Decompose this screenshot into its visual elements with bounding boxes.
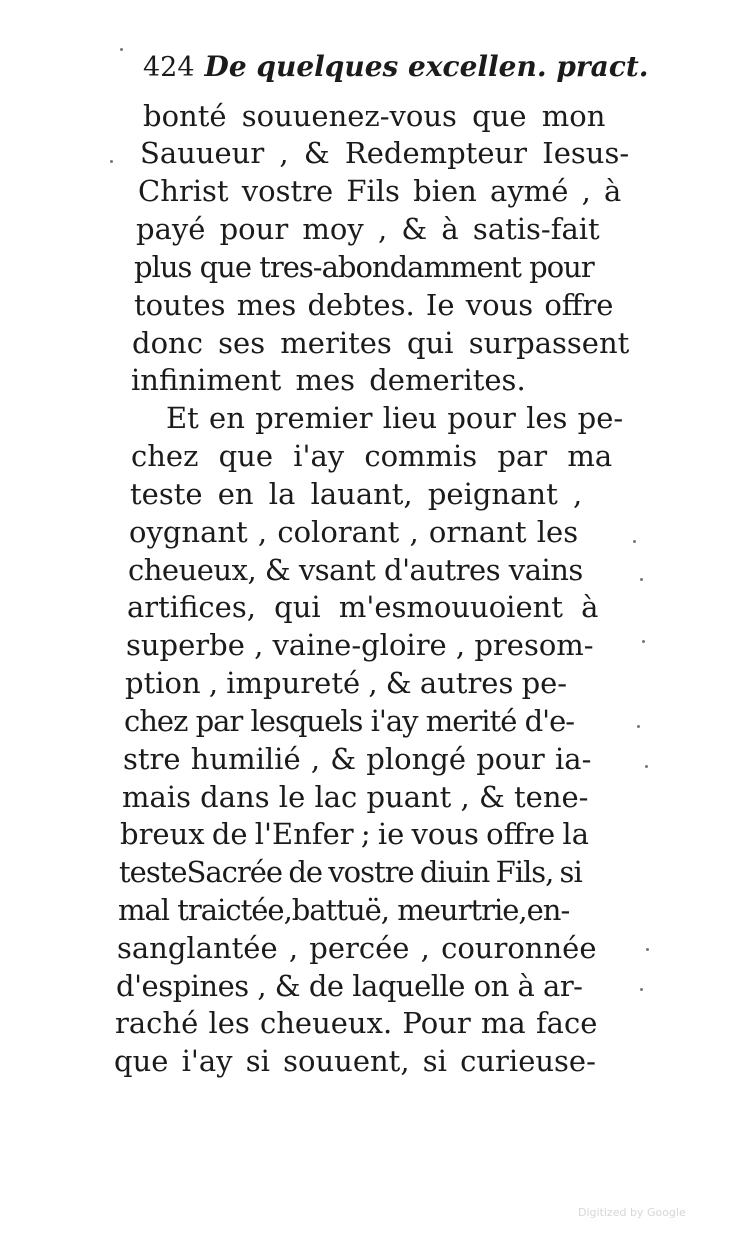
text-line: Et en premier lieu pour les pe- xyxy=(166,401,624,435)
ink-speck xyxy=(640,988,643,991)
text-line: teste en la lauant, peignant , xyxy=(130,477,583,511)
text-line: sanglantée , percée , couronnée xyxy=(117,931,597,965)
ink-speck xyxy=(640,578,643,581)
ink-speck xyxy=(642,640,645,643)
text-line: mal traictée,battuë, meurtrie,en- xyxy=(118,893,570,927)
text-line: donc ses merites qui surpassent xyxy=(132,326,630,360)
text-line: chez que i'ay commis par ma xyxy=(131,439,613,473)
text-line: ption , impureté , & autres pe- xyxy=(125,666,568,700)
text-line: toutes mes debtes. Ie vous offre xyxy=(134,288,614,322)
text-line: que i'ay si souuent, si curieuse- xyxy=(114,1044,596,1078)
text-line: testeSacrée de vostre diuin Fils, si xyxy=(119,855,582,889)
text-line: artifices, qui m'esmouuoient à xyxy=(127,590,599,624)
watermark: Digitized by Google xyxy=(578,1206,686,1219)
text-line: payé pour moy , & à satis-fait xyxy=(136,212,600,246)
text-line: d'espines , & de laquelle on à ar- xyxy=(116,969,583,1003)
text-line: cheueux, & vsant d'autres vains xyxy=(128,553,583,587)
ink-speck xyxy=(645,765,648,768)
running-head: De quelques excellen. pract. xyxy=(204,50,649,83)
text-line: raché les cheueux. Pour ma face xyxy=(115,1006,598,1040)
ink-speck xyxy=(110,160,113,163)
text-line: infiniment mes demerites. xyxy=(131,363,526,397)
page-number: 424 xyxy=(143,52,195,83)
text-line: breux de l'Enfer ; ie vous offre la xyxy=(120,817,589,851)
text-line: mais dans le lac puant , & tene- xyxy=(122,780,589,814)
text-line: superbe , vaine-gloire , presom- xyxy=(126,628,594,662)
text-line: Christ vostre Fils bien aymé , à xyxy=(138,174,622,208)
text-line: oygnant , colorant , ornant les xyxy=(129,515,579,549)
text-line: plus que tres-abondamment pour xyxy=(134,250,594,284)
ink-speck xyxy=(120,48,123,51)
text-line: bonté souuenez-vous que mon xyxy=(143,99,606,133)
ink-speck xyxy=(633,540,636,543)
text-line: stre humilié , & plongé pour ia- xyxy=(123,742,592,776)
text-line: Sauueur , & Redempteur Iesus- xyxy=(140,136,630,170)
ink-speck xyxy=(637,725,640,728)
text-line: chez par lesquels i'ay merité d'e- xyxy=(124,704,575,738)
ink-speck xyxy=(646,948,649,951)
